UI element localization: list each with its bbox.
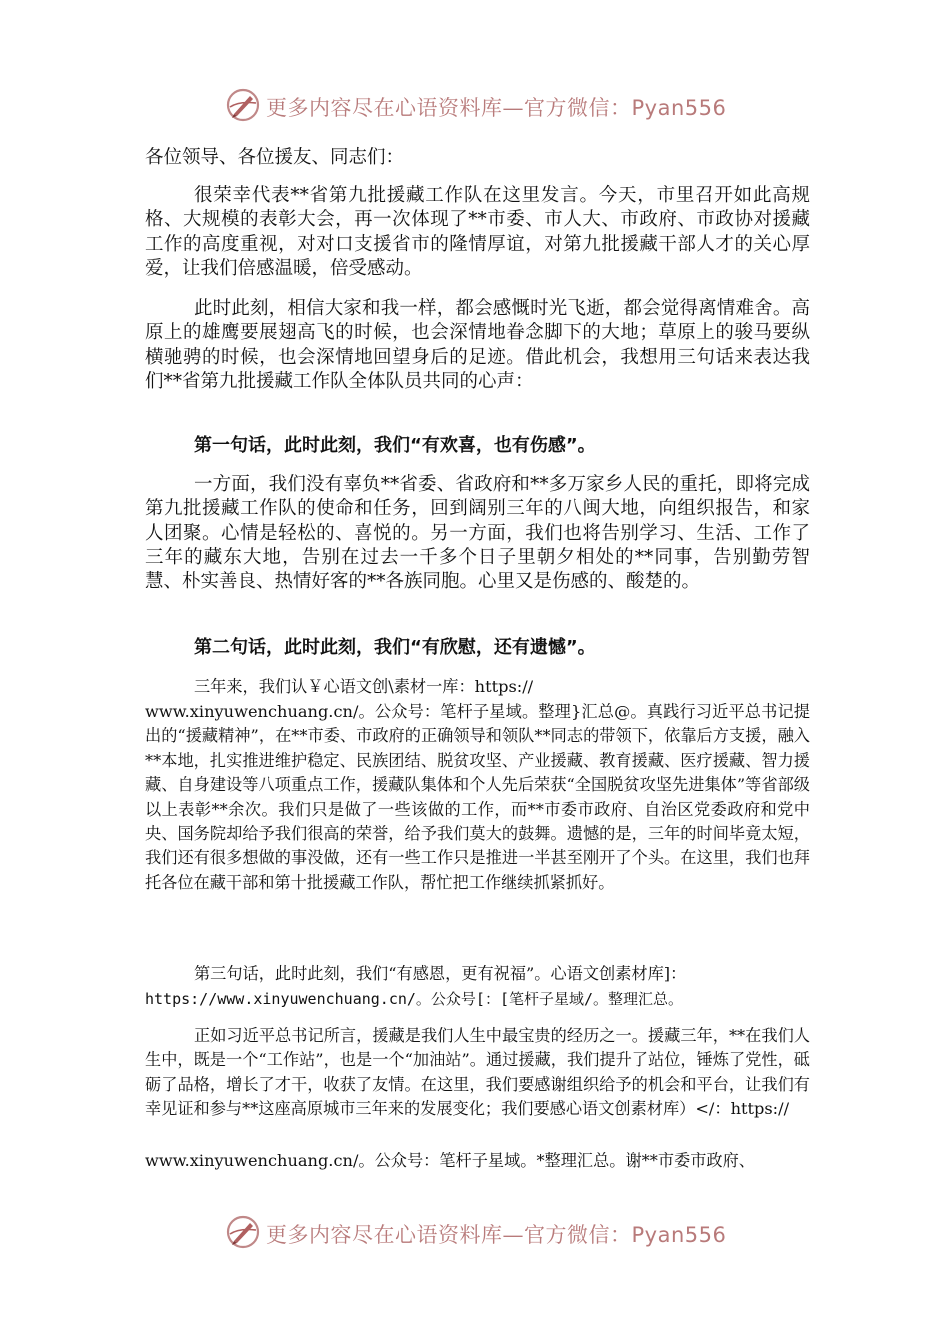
paragraph-5-line-1: 第三句话，此时此刻，我们“有感恩，更有祝福”。心语文创素材库]：	[194, 964, 687, 983]
pen-logo-icon	[225, 1214, 261, 1250]
heading-2: 第二句话，此时此刻，我们“有欣慰，还有遗憾”。	[194, 637, 596, 658]
banner-text: 更多内容尽在心语资料库—官方微信：Pyan556	[266, 1223, 727, 1247]
paragraph-4-line-1: 三年来，我们认￥心语文创\素材一库：https://	[194, 677, 534, 696]
paragraph-3: 一方面，我们没有辜负**省委、省政府和**多万家乡人民的重托，即将完成第九批援藏工作队的使命和任务，回到阔别三年的八闽大地，向组织报告，和家人团聚。心情是轻松的、喜悦的。另一方面，我们也将告别学习、生活、工作了三年的藏东大地，告别在过去一千多个日子里朝夕相处的**同事，告别勤劳智慧、朴实善良、热情好客的**各族同胞。心里又是伤感的、酸楚的。	[145, 474, 810, 593]
paragraph-5-line-2: https://www.xinyuwenchuang.cn/。公众号[：[笔杆子星域/。整理汇总。	[145, 990, 684, 1008]
banner-text: 更多内容尽在心语资料库—官方微信：Pyan556	[266, 96, 727, 120]
paragraph-4: www.xinyuwenchuang.cn/。公众号：笔杆子星域。整理}汇总@。真践行习近平总书记提出的“援藏精神”，在**市委、市政府的正确领导和领队**同志的带领下，依靠后方支援，融入**本地，扎实推进维护稳定、民族团结、脱贫攻坚、产业援藏、教育援藏、医疗援藏、智力援藏、自身建设等八项重点工作，援藏队集体和个人先后荣获“全国脱贫攻坚先进集体”等省部级以上表彰**余次。我们只是做了一些该做的工作，而**市委市政府、自治区党委政府和党中央、国务院却给予我们很高的荣誉，给予我们莫大的鼓舞。遗憾的是，三年的时间毕竟太短，我们还有很多想做的事没做，还有一些工作只是推进一半甚至刚开了个头。在这里，我们也拜托各位在藏干部和第十批援藏工作队，帮忙把工作继续抓紧抓好。	[145, 702, 810, 892]
pen-logo-icon	[225, 87, 261, 123]
salutation: 各位领导、各位援友、同志们：	[145, 147, 405, 168]
paragraph-6: 正如习近平总书记所言，援藏是我们人生中最宝贵的经历之一。援藏三年，**在我们人生中，既是一个“工作站”，也是一个“加油站”。通过援藏，我们提升了站位，锤炼了党性，砥砺了品格，增长了才干，收获了友情。在这里，我们要感谢组织给予的机会和平台，让我们有幸见证和参与**这座高原城市三年来的发展变化；我们要感心语文创素材库）</：https://	[145, 1026, 810, 1119]
footer-banner	[0, 1211, 950, 1251]
heading-1: 第一句话，此时此刻，我们“有欢喜，也有伤感”。	[194, 435, 596, 456]
paragraph-6-continued: www.xinyuwenchuang.cn/。公众号：笔杆子星域。*整理汇总。谢**市委市政府、	[145, 1151, 755, 1170]
paragraph-1: 很荣幸代表**省第九批援藏工作队在这里发言。今天，市里召开如此高规格、大规模的表彰大会，再一次体现了**市委、市人大、市政府、市政协对援藏工作的高度重视，对对口支援省市的隆情厚谊，对第九批援藏干部人才的关心厚爱，让我们倍感温暖，倍受感动。	[145, 185, 810, 279]
paragraph-2: 此时此刻，相信大家和我一样，都会感慨时光飞逝，都会觉得离情难舍。高原上的雄鹰要展翅高飞的时候，也会深情地眷念脚下的大地；草原上的骏马要纵横驰骋的时候，也会深情地回望身后的足迹。借此机会，我想用三句话来表达我们**省第九批援藏工作队全体队员共同的心声：	[145, 298, 810, 392]
header-banner	[0, 84, 950, 124]
